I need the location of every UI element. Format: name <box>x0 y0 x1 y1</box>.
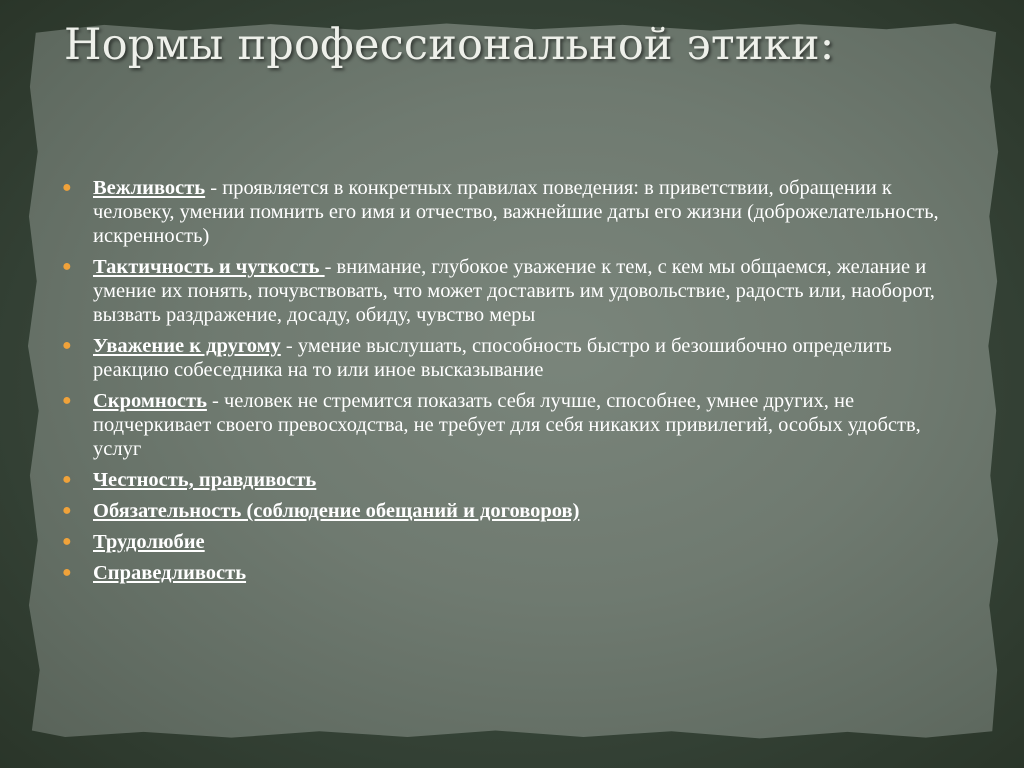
item-description: - внимание, глубокое уважение к тем, с кем мы общаемся, желание и умение их понять, почувствовать, что может доставить им удовольствие, радость или, наоборот, вызвать раздражение, досаду, обиду, чувство меры <box>93 256 935 326</box>
circle-bullet-icon: ● <box>62 258 72 275</box>
item-description: - умение выслушать, способность быстро и безошибочно определить реакцию собеседника на то или иное высказывание <box>93 335 892 381</box>
list-item-commitment <box>62 499 962 523</box>
circle-bullet-icon: ● <box>62 337 72 354</box>
list-item-honesty <box>62 468 962 492</box>
circle-bullet-icon: ● <box>62 533 72 550</box>
item-term: Обязательность (соблюдение обещаний и договоров) <box>93 500 580 522</box>
item-description: - проявляется в конкретных правилах поведения: в приветствии, обращении к человеку, умении помнить его имя и отчество, важнейшие даты его жизни (доброжелательность, искренность) <box>93 177 939 247</box>
list-item-tact <box>62 255 962 327</box>
item-term: Тактичность и чуткость <box>93 256 325 278</box>
item-term: Скромность <box>93 390 207 412</box>
list-item-respect <box>62 334 962 382</box>
item-term: Честность, правдивость <box>93 469 317 491</box>
item-term: Справедливость <box>93 562 247 584</box>
circle-bullet-icon: ● <box>62 179 72 196</box>
slide-title: Нормы профессиональной этики: <box>64 20 835 70</box>
item-description: - человек не стремится показать себя лучше, способнее, умнее других, не подчеркивает своего превосходства, не требует для себя никаких привилегий, особых удобств, услуг <box>93 390 921 460</box>
list-item-justice <box>62 561 962 585</box>
item-term: Уважение к другому <box>93 335 281 357</box>
circle-bullet-icon: ● <box>62 471 72 488</box>
circle-bullet-icon: ● <box>62 564 72 581</box>
circle-bullet-icon: ● <box>62 392 72 409</box>
item-term: Вежливость <box>93 177 206 199</box>
circle-bullet-icon: ● <box>62 502 72 519</box>
list-item-politeness <box>62 176 962 248</box>
item-term: Трудолюбие <box>93 531 205 553</box>
list-item-modesty <box>62 389 962 461</box>
ethics-norms-list <box>62 176 962 585</box>
list-item-diligence <box>62 530 962 554</box>
content-area <box>62 176 962 592</box>
